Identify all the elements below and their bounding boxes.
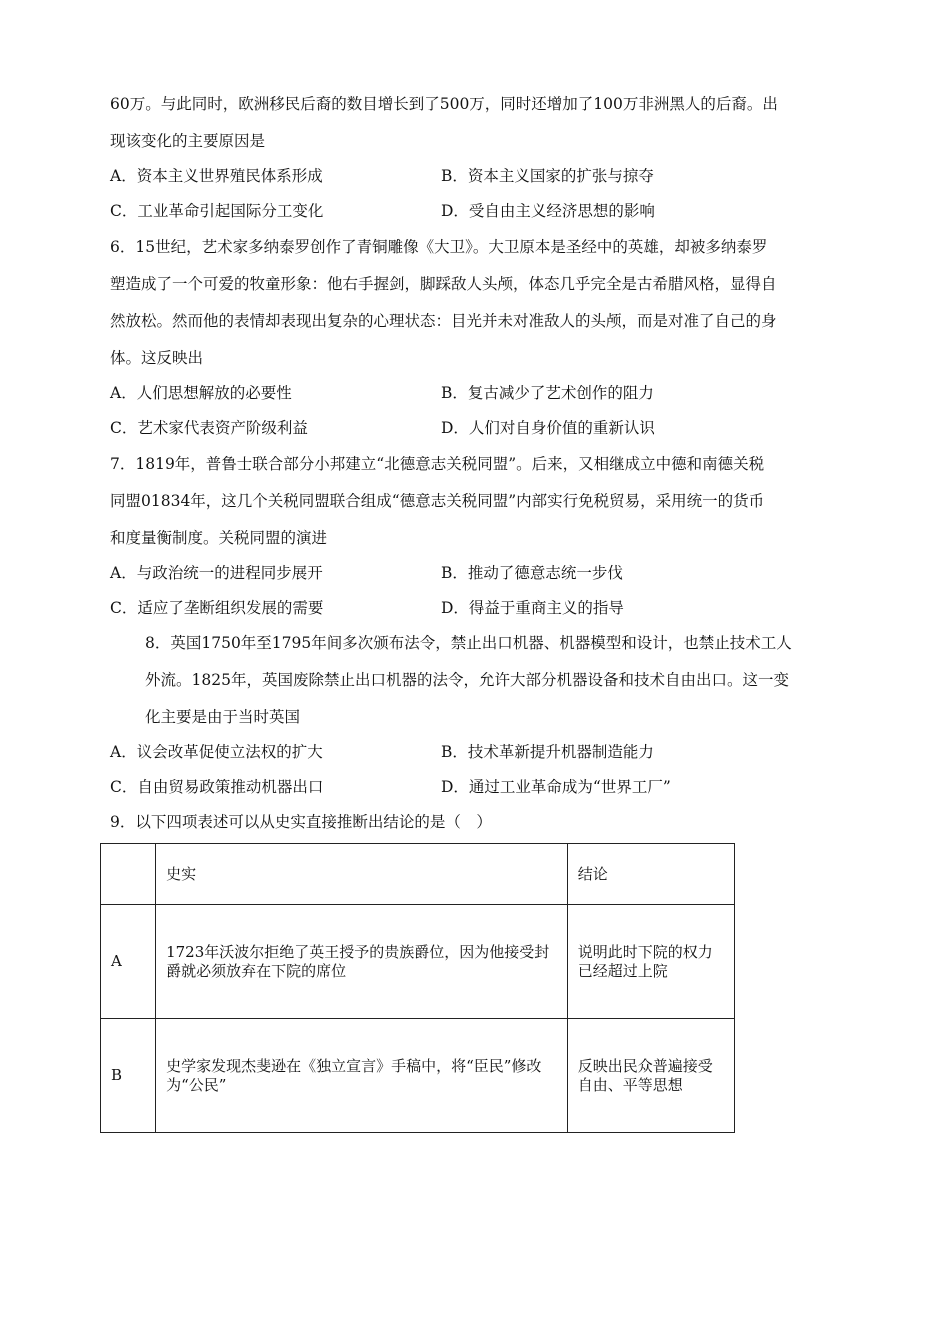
- table-header-row: [101, 844, 735, 905]
- table-header-conclusion: 结论: [567, 844, 734, 905]
- q6-stem-line-3: 然放松。然而他的表情却表现出复杂的心理状态：目光并未对准敌人的头颅，而是对准了自己的身: [110, 312, 777, 330]
- table-header-label: [101, 844, 156, 905]
- q5-stem-line-1: 60万。与此同时，欧洲移民后裔的数目增长到了500万，同时还增加了100万非洲黑人的后裔。出: [110, 95, 778, 113]
- row-fact: 1723年沃波尔拒绝了英王授予的贵族爵位，因为他接受封爵就必须放弃在下院的席位: [156, 905, 568, 1019]
- q6-option-b: B．复古减少了艺术创作的阻力: [441, 384, 654, 402]
- row-label: B: [101, 1019, 156, 1133]
- row-label: A: [101, 905, 156, 1019]
- q8-option-b: B．技术革新提升机器制造能力: [441, 743, 654, 761]
- q6-stem-line-4: 体。这反映出: [110, 349, 204, 367]
- q5-stem-line-2: 现该变化的主要原因是: [110, 132, 266, 150]
- q7-stem-line-1: 7．1819年，普鲁士联合部分小邦建立“北德意志关税同盟”。后来，又相继成立中德和南德关税: [110, 455, 765, 473]
- q8-stem-line-3: 化主要是由于当时英国: [145, 708, 301, 726]
- row-fact: 史学家发现杰斐逊在《独立宣言》手稿中，将“臣民”修改为“公民”: [156, 1019, 568, 1133]
- q8-option-a: A．议会改革促使立法权的扩大: [110, 743, 323, 761]
- q5-option-c: C．工业革命引起国际分工变化: [110, 202, 324, 220]
- q9-table: [100, 843, 735, 1133]
- q5-option-a: A．资本主义世界殖民体系形成: [110, 167, 323, 185]
- q7-option-d: D．得益于重商主义的指导: [441, 599, 624, 617]
- q7-stem-line-3: 和度量衡制度。关税同盟的演进: [110, 529, 328, 547]
- q8-option-d: D．通过工业革命成为“世界工厂”: [441, 778, 671, 796]
- q6-option-a: A．人们思想解放的必要性: [110, 384, 292, 402]
- q5-option-d: D．受自由主义经济思想的影响: [441, 202, 655, 220]
- table-row: [101, 1019, 735, 1133]
- table-header-fact: 史实: [156, 844, 568, 905]
- q8-stem-line-1: 8．英国1750年至1795年间多次颁布法令，禁止出口机器、机器模型和设计，也禁止技术工人: [145, 634, 792, 652]
- row-conclusion: 说明此时下院的权力已经超过上院: [567, 905, 734, 1019]
- q7-option-c: C．适应了垄断组织发展的需要: [110, 599, 324, 617]
- q6-stem-line-2: 塑造成了一个可爱的牧童形象：他右手握剑，脚踩敌人头颅，体态几乎完全是古希腊风格，显得自: [110, 275, 777, 293]
- q8-stem-line-2: 外流。1825年，英国废除禁止出口机器的法令，允许大部分机器设备和技术自由出口。这一变: [145, 671, 789, 689]
- row-conclusion: 反映出民众普遍接受自由、平等思想: [567, 1019, 734, 1133]
- q6-stem-line-1: 6．15世纪，艺术家多纳泰罗创作了青铜雕像《大卫》。大卫原本是圣经中的英雄，却被多纳泰罗: [110, 238, 768, 256]
- q8-option-c: C．自由贸易政策推动机器出口: [110, 778, 324, 796]
- q7-option-a: A．与政治统一的进程同步展开: [110, 564, 323, 582]
- q6-option-c: C．艺术家代表资产阶级利益: [110, 419, 308, 437]
- table-row: [101, 905, 735, 1019]
- q9-stem: 9．以下四项表述可以从史实直接推断出结论的是（ ）: [110, 813, 492, 831]
- q5-option-b: B．资本主义国家的扩张与掠夺: [441, 167, 654, 185]
- q7-stem-line-2: 同盟01834年，这几个关税同盟联合组成“德意志关税同盟”内部实行免税贸易，采用统一的货币: [110, 492, 765, 510]
- q6-option-d: D．人们对自身价值的重新认识: [441, 419, 655, 437]
- q7-option-b: B．推动了德意志统一步伐: [441, 564, 623, 582]
